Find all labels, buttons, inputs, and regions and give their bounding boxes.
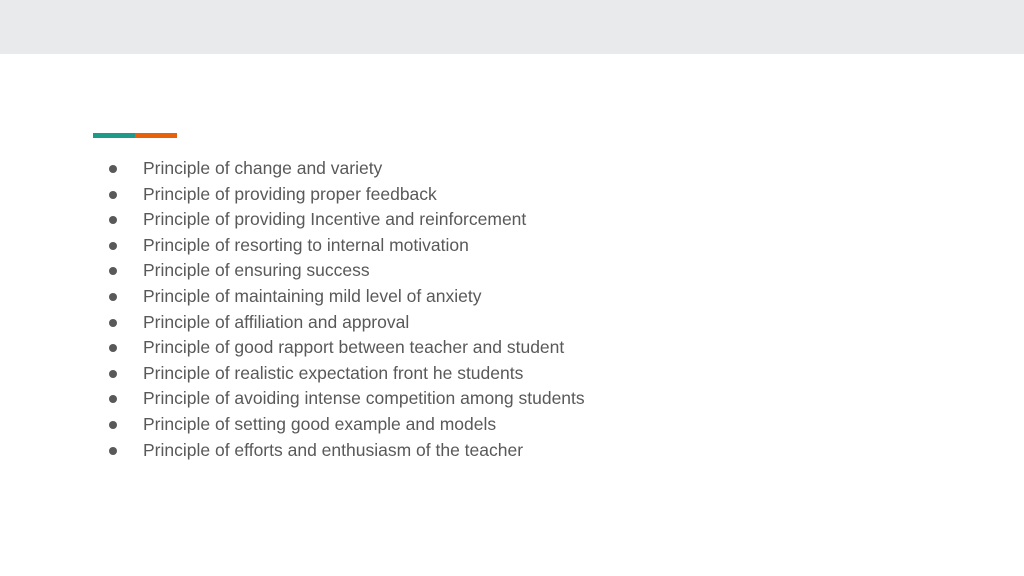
accent-bar-teal [93, 133, 135, 138]
list-item-text: Principle of change and variety [143, 158, 383, 178]
list-item-text: Principle of realistic expectation front he students [143, 362, 524, 383]
list-item-text: Principle of ensuring success [143, 260, 370, 281]
list-item [105, 438, 585, 464]
bullet-dot-icon [109, 370, 117, 378]
list-item-text: Principle of good rapport between teacher and student [143, 337, 565, 358]
list-item-text: Principle of maintaining mild level of anxiety [143, 285, 482, 306]
bullet-dot-icon [109, 191, 117, 199]
list-item-text: Principle of resorting to internal motivation [143, 234, 469, 255]
list-item [105, 207, 585, 233]
bullet-dot-icon [109, 267, 117, 275]
list-item [105, 258, 585, 284]
accent-bar-orange [135, 133, 177, 138]
bullet-dot-icon [109, 395, 117, 403]
list-item [105, 156, 585, 182]
bullet-dot-icon [109, 344, 117, 352]
list-item-text: Principle of efforts and enthusiasm of the teacher [143, 439, 524, 460]
list-item-text: Principle of affiliation and approval [143, 311, 410, 332]
list-item [105, 182, 585, 208]
list-item [105, 310, 585, 336]
list-item [105, 335, 585, 361]
list-item-text: Principle of providing proper feedback [143, 183, 437, 204]
bullet-dot-icon [109, 242, 117, 250]
list-item [105, 386, 585, 412]
top-band [0, 0, 1024, 54]
list-item [105, 233, 585, 259]
bullet-dot-icon [109, 421, 117, 429]
list-item [105, 361, 585, 387]
list-item-text: Principle of avoiding intense competition among students [143, 388, 585, 409]
bullet-list [105, 156, 585, 463]
bullet-dot-icon [109, 293, 117, 301]
bullet-dot-icon [109, 216, 117, 224]
bullet-dot-icon [109, 165, 117, 173]
accent-bar [93, 133, 177, 138]
list-item-text: Principle of setting good example and models [143, 413, 497, 434]
list-item [105, 412, 585, 438]
list-item-text: Principle of providing Incentive and reinforcement [143, 209, 527, 230]
list-item [105, 284, 585, 310]
bullet-dot-icon [109, 319, 117, 327]
bullet-dot-icon [109, 447, 117, 455]
